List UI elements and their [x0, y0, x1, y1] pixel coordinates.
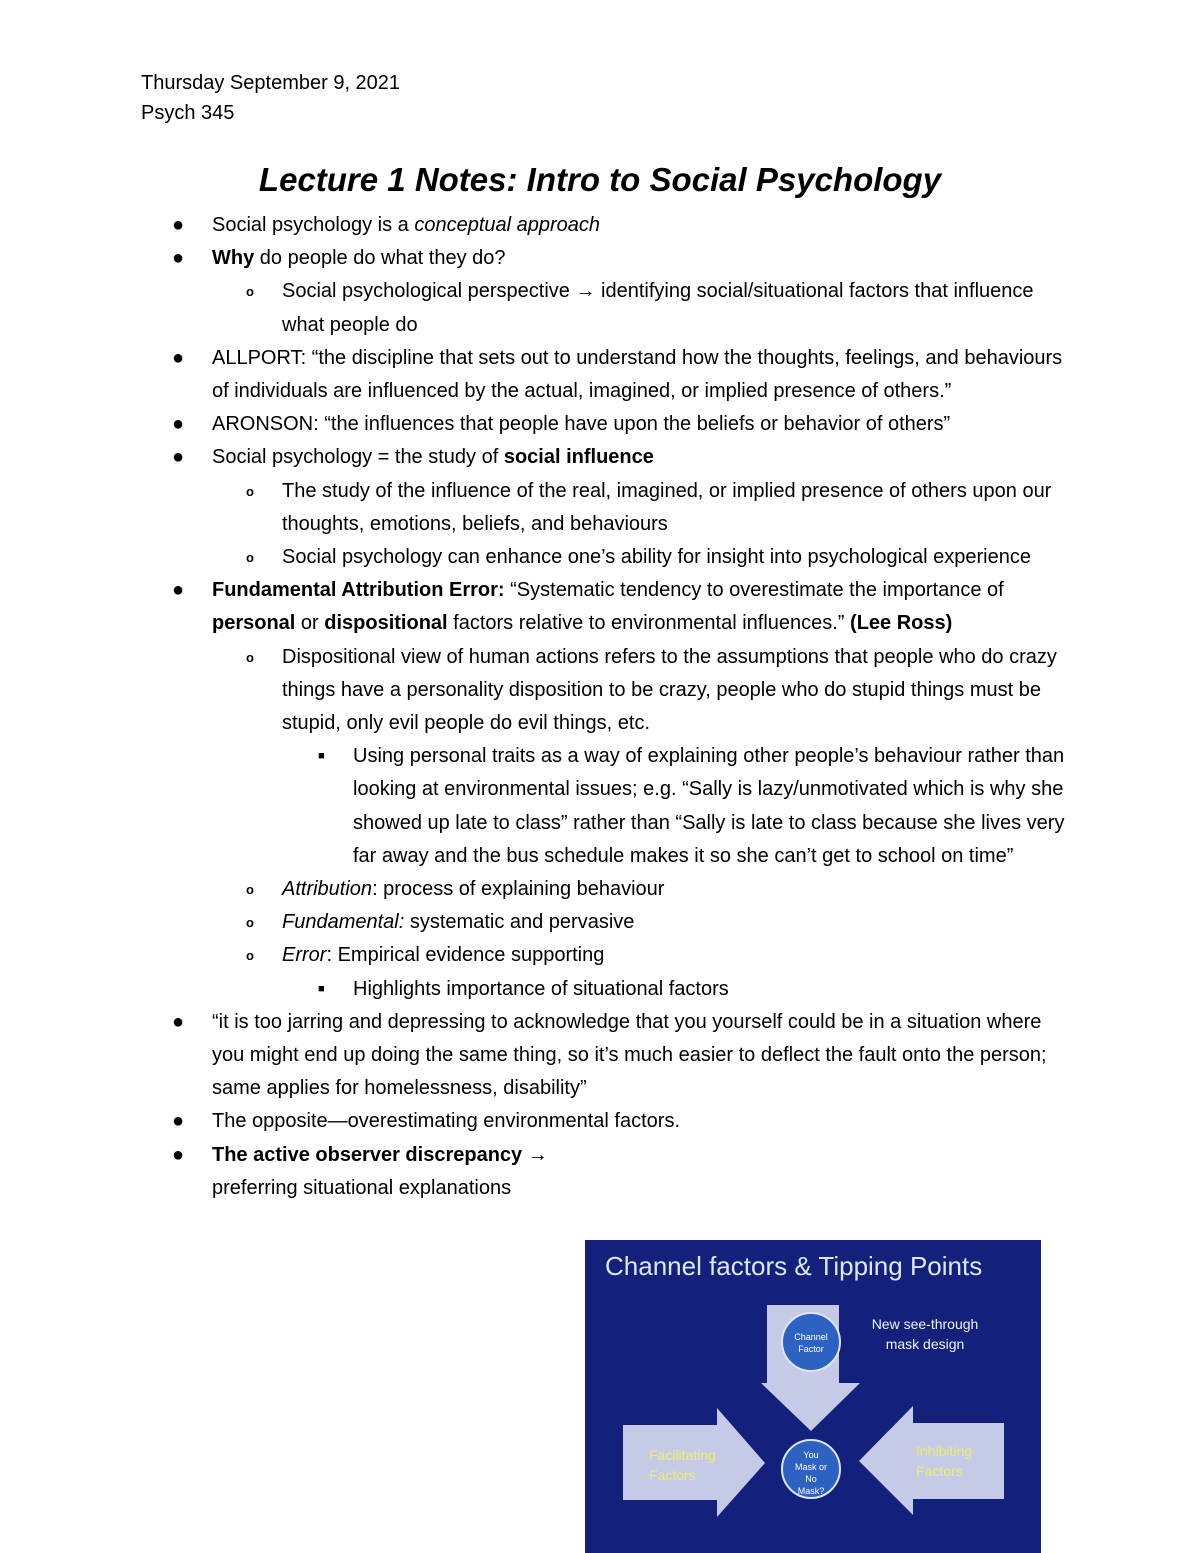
- item-bold: Fundamental Attribution Error:: [212, 579, 505, 602]
- item-bold: personal: [212, 612, 296, 635]
- item-text: systematic and pervasive: [404, 911, 635, 934]
- item-text: “Systematic tendency to overestimate the importance of: [504, 579, 1004, 602]
- list-item: [141, 1105, 1066, 1138]
- list-item: [141, 1006, 1066, 1106]
- center-label-line3: No: [805, 1474, 817, 1484]
- arrow-icon: →: [527, 1143, 548, 1166]
- channel-label-line2: Factor: [798, 1344, 824, 1354]
- list-item: [141, 939, 1066, 972]
- item-text: ALLPORT: “the discipline that sets out to understand how the thoughts, feelings, and behaviours of individuals are influenced by the actual, imagined, or implied presence of others.”: [212, 346, 1063, 403]
- list-item: [141, 342, 1066, 408]
- bullet-icon: ●: [172, 214, 185, 236]
- list-item: [141, 641, 1066, 741]
- item-emphasis: Attribution: [282, 878, 373, 901]
- channel-label-line1: Channel: [794, 1332, 828, 1342]
- list-item: [141, 973, 1066, 1006]
- facilitating-label-line1: Facilitating: [649, 1447, 716, 1463]
- list-item: [141, 1139, 552, 1205]
- item-text: Social psychology = the study of: [212, 446, 504, 469]
- list-item: [141, 209, 1066, 242]
- item-bold: dispositional: [324, 612, 448, 635]
- item-bold: Why: [212, 247, 255, 270]
- list-item: [141, 574, 1066, 640]
- item-text: or: [295, 612, 325, 635]
- item-text: Social psychological perspective: [282, 280, 576, 303]
- bullet-icon: ●: [172, 1010, 185, 1033]
- item-text: Dispositional view of human actions refers to the assumptions that people who do crazy things have a personality disposition to be crazy, people who do stupid things must be stupid, only evil people do evil things, etc.: [282, 645, 1057, 735]
- item-text: Highlights importance of situational factors: [353, 977, 729, 1000]
- list-item: [141, 408, 1066, 441]
- item-emphasis: Fundamental:: [282, 911, 405, 934]
- item-text: “it is too jarring and depressing to acknowledge that you yourself could be in a situation where you might end up doing the same thing, so it’s much easier to deflect the fault onto the person; same applies for homelessness, disability”: [212, 1010, 1047, 1100]
- item-text: preferring situational explanations: [212, 1176, 512, 1199]
- list-item: [141, 242, 1066, 275]
- bullet-icon: ●: [172, 247, 185, 270]
- page-title: Lecture 1 Notes: Intro to Social Psychology: [258, 161, 942, 198]
- bullet-icon: ●: [172, 346, 185, 369]
- item-text: Social psychology can enhance one’s ability for insight into psychological experience: [282, 546, 1031, 569]
- item-text: Social psychology is a: [212, 214, 415, 236]
- bullet-icon: ■: [318, 750, 325, 763]
- item-text: identifying social/situational factors that influence what people do: [282, 280, 1034, 336]
- item-bold: (Lee Ross): [850, 612, 953, 635]
- item-bold: social influence: [503, 446, 654, 469]
- item-emphasis: conceptual approach: [414, 214, 601, 236]
- left-arrow-shape: [859, 1406, 1004, 1515]
- bullet-icon: ■: [318, 982, 325, 995]
- list-item: [141, 475, 1066, 541]
- facilitating-label-line2: Factors: [649, 1467, 696, 1483]
- list-item: [141, 441, 1066, 474]
- item-emphasis: Error: [282, 944, 327, 967]
- bullet-icon: ●: [172, 446, 185, 469]
- embedded-slide-image: [585, 1240, 1041, 1553]
- center-label-line1: You: [803, 1450, 819, 1460]
- inhibiting-label-line1: Inhibiting: [916, 1443, 973, 1459]
- item-text: ARONSON: “the influences that people have upon the beliefs or behavior of others”: [212, 413, 951, 436]
- item-text: : Empirical evidence supporting: [326, 944, 605, 967]
- bullet-icon: o: [246, 483, 254, 499]
- center-label-line4: Mask?: [797, 1486, 825, 1496]
- inhibiting-label-line2: Factors: [916, 1463, 963, 1479]
- item-text: : process of explaining behaviour: [372, 878, 665, 901]
- list-item: [141, 275, 1066, 341]
- bullet-icon: o: [246, 948, 254, 964]
- slide-title: Channel factors & Tipping Points: [605, 1251, 983, 1281]
- list-item: [141, 740, 1066, 873]
- header-course: Psych 345: [141, 102, 235, 124]
- list-item: [141, 906, 1066, 939]
- bullet-icon: ●: [172, 1143, 185, 1166]
- slide-note: New see-through mask design: [871, 1316, 979, 1352]
- item-text: Using personal traits as a way of explaining other people’s behaviour rather than looking at environmental issues; e.g. “Sally is lazy/unmotivated which is why she showed up late to class” rather than “Sally is late to class because she lives very far away and the bus schedule makes it so she can’t get to school on time”: [353, 745, 1065, 867]
- notes-list: [141, 209, 1066, 1205]
- channel-factor-circle: [782, 1313, 840, 1371]
- bullet-icon: o: [246, 882, 254, 898]
- bullet-icon: ●: [172, 1110, 185, 1133]
- bullet-icon: o: [246, 550, 254, 566]
- item-bold: The active observer discrepancy: [212, 1143, 528, 1166]
- bullet-icon: o: [246, 284, 254, 300]
- center-label-line2: Mask or: [794, 1462, 828, 1472]
- item-text: factors relative to environmental influences.”: [447, 612, 851, 635]
- bullet-icon: o: [246, 915, 254, 931]
- arrow-icon: →: [575, 280, 596, 303]
- bullet-icon: ●: [172, 579, 185, 602]
- header-date: Thursday September 9, 2021: [141, 72, 401, 94]
- list-item: [141, 873, 1066, 906]
- item-text: do people do what they do?: [254, 247, 506, 270]
- bullet-icon: o: [246, 649, 254, 665]
- item-text: The opposite—overestimating environmental factors.: [212, 1110, 681, 1133]
- slide-diagram: [585, 1240, 1041, 1553]
- list-item: [141, 541, 1066, 574]
- item-text: The study of the influence of the real, imagined, or implied presence of others upon our thoughts, emotions, beliefs, and behaviours: [282, 479, 1052, 535]
- bullet-icon: ●: [172, 413, 185, 436]
